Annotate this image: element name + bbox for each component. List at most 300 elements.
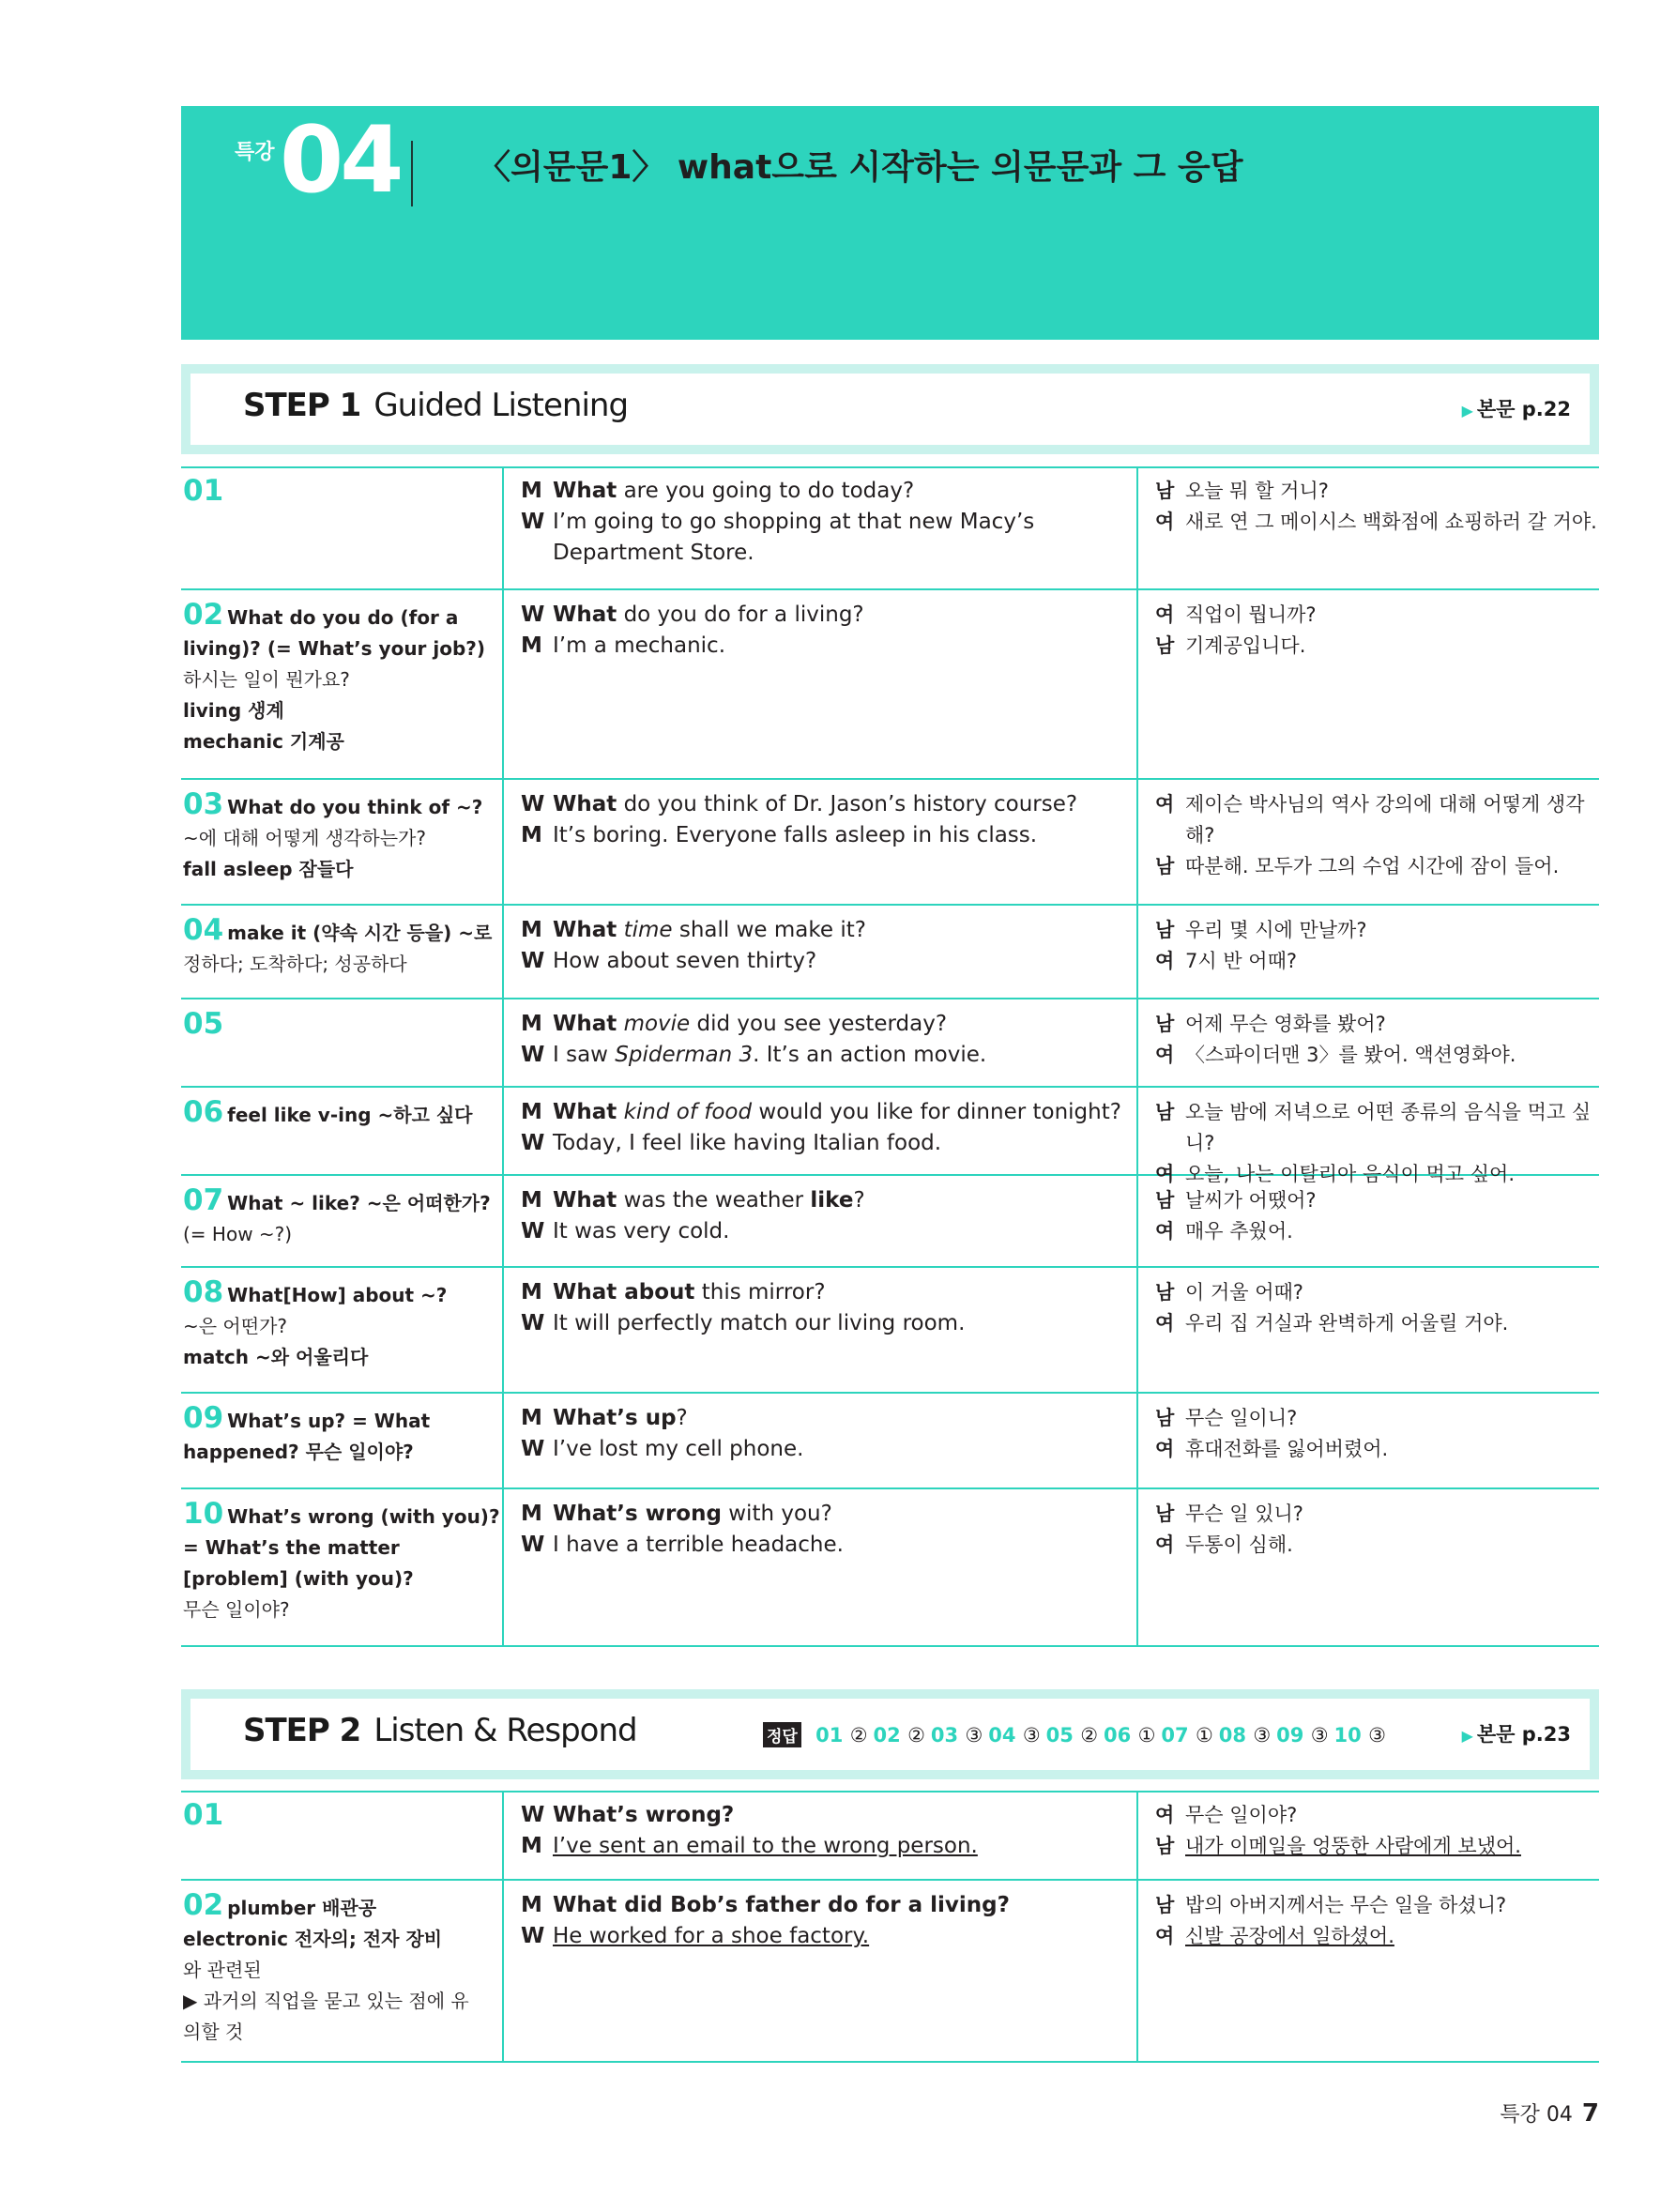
speaker-label: 여 xyxy=(1155,1044,1175,1066)
note-line: match ~와 어울리다 xyxy=(183,1346,369,1368)
item-number: 07 xyxy=(183,1183,224,1217)
speaker-label: 여 xyxy=(1155,950,1175,972)
dialogue-line xyxy=(521,1499,1121,1530)
dialogue-text: would you like for dinner tonight? xyxy=(752,1100,1121,1124)
dialogue-line xyxy=(521,1097,1121,1128)
translation-text: 내가 이메일을 엉뚱한 사람에게 보냈어. xyxy=(1185,1835,1521,1857)
dialogue-line xyxy=(521,946,1121,977)
english-dialogue xyxy=(521,1097,1121,1159)
table-row xyxy=(181,1394,1599,1489)
answer-value: ③ xyxy=(1253,1724,1272,1747)
answer-value: ① xyxy=(1137,1724,1156,1747)
translation-text: 우리 집 거실과 완벽하게 어울릴 거야. xyxy=(1185,1312,1509,1335)
item-number: 01 xyxy=(183,474,224,508)
dialogue-italic: Spiderman 3 xyxy=(615,1043,754,1067)
speaker-label: 남 xyxy=(1155,634,1175,657)
speaker-label: W xyxy=(521,1533,545,1557)
step1-table xyxy=(181,466,1599,1647)
dialogue-line xyxy=(521,507,1121,569)
speaker-label: M xyxy=(521,1012,542,1036)
item-number: 08 xyxy=(183,1275,224,1309)
table-row xyxy=(181,780,1599,906)
translation-line xyxy=(1155,1890,1600,1921)
arrow-right-icon: ▶ xyxy=(1461,402,1473,420)
step1-page-ref-text: 본문 p.22 xyxy=(1476,398,1571,420)
dialogue-line xyxy=(521,1434,1121,1465)
translation-text: 제이슨 박사님의 역사 강의에 대해 어떻게 생각해? xyxy=(1185,793,1585,847)
speaker-label: 남 xyxy=(1155,855,1175,877)
step1-label: STEP 1 xyxy=(243,387,361,424)
item-number: 10 xyxy=(183,1497,224,1531)
speaker-label: W xyxy=(521,1803,545,1827)
translation-line xyxy=(1155,631,1600,662)
speaker-label: W xyxy=(521,949,545,973)
chapter-label: 특강 xyxy=(235,141,275,164)
dialogue-text: How about seven thirty? xyxy=(553,949,817,973)
item-number: 02 xyxy=(183,1888,224,1922)
dialogue-line xyxy=(521,600,1121,631)
speaker-label: M xyxy=(521,1188,542,1213)
dialogue-keyword: What about xyxy=(553,1280,695,1304)
footer-label: 특강 04 xyxy=(1500,2103,1573,2127)
translation-text: 어제 무슨 영화를 봤어? xyxy=(1185,1013,1386,1035)
column-divider xyxy=(1136,1176,1138,1266)
speaker-label: 남 xyxy=(1155,480,1175,502)
translation-line xyxy=(1155,1499,1600,1530)
dialogue-line xyxy=(521,631,1121,662)
answer-number: 02 xyxy=(873,1724,908,1747)
answer-value: ① xyxy=(1195,1724,1213,1747)
chapter-title: 〈의문문1〉 what으로 시작하는 의문문과 그 응답 xyxy=(477,148,1243,187)
column-divider xyxy=(1136,1881,1138,2061)
note-line: What do you do (for a xyxy=(227,606,459,629)
speaker-label: 남 xyxy=(1155,1835,1175,1857)
korean-translation xyxy=(1155,1185,1600,1247)
step1-subtitle: Guided Listening xyxy=(373,387,629,424)
note-line: ▶ 과거의 직업을 묻고 있는 점에 유 xyxy=(183,1990,469,2012)
answer-item xyxy=(1276,1724,1328,1747)
column-divider xyxy=(502,780,504,904)
translation-line xyxy=(1155,946,1600,977)
answer-value: ② xyxy=(907,1724,925,1747)
dialogue-line xyxy=(521,789,1121,820)
note-line: happened? 무슨 일이야? xyxy=(183,1441,414,1463)
answer-key xyxy=(763,1722,1392,1747)
speaker-label: W xyxy=(521,1437,545,1461)
translation-line xyxy=(1155,1216,1600,1247)
translation-text: 두통이 심해. xyxy=(1185,1533,1293,1556)
step2-title xyxy=(243,1712,637,1749)
dialogue-italic: kind of food xyxy=(617,1100,753,1124)
note-line: 하시는 일이 뭔가요? xyxy=(183,668,350,691)
answer-number: 09 xyxy=(1276,1724,1311,1747)
column-divider xyxy=(1136,1268,1138,1392)
page-footer xyxy=(1500,2098,1599,2128)
answer-number: 03 xyxy=(930,1724,966,1747)
speaker-label: 남 xyxy=(1155,1013,1175,1035)
dialogue-line xyxy=(521,1890,1121,1921)
answer-number: 08 xyxy=(1218,1724,1254,1747)
translation-line xyxy=(1155,1097,1600,1159)
dialogue-line xyxy=(521,1308,1121,1339)
dialogue-keyword: What’s up xyxy=(553,1406,677,1430)
column-divider xyxy=(502,466,504,588)
answer-number: 10 xyxy=(1333,1724,1369,1747)
speaker-label: 남 xyxy=(1155,919,1175,941)
note-line: What’s wrong (with you)? xyxy=(227,1505,500,1528)
note-line: 의할 것 xyxy=(183,2021,244,2043)
table-row xyxy=(181,1881,1599,2063)
dialogue-line xyxy=(521,1921,1121,1952)
note-line: 무슨 일이야? xyxy=(183,1598,290,1621)
dialogue-text: do you do for a living? xyxy=(617,603,864,627)
answer-value: ③ xyxy=(1310,1724,1329,1747)
translation-line xyxy=(1155,1185,1600,1216)
item-note xyxy=(183,1499,502,1625)
note-line: electronic 전자의; 전자 장비 xyxy=(183,1928,443,1950)
dialogue-text: I’ve sent an email to the wrong person. xyxy=(553,1834,978,1858)
table-row xyxy=(181,906,1599,999)
dialogue-line xyxy=(521,820,1121,851)
dialogue-italic: movie xyxy=(617,1012,691,1036)
answer-item xyxy=(1161,1724,1212,1747)
translation-text: 〈스파이더맨 3〉를 봤어. 액션영화야. xyxy=(1185,1044,1516,1066)
dialogue-keyword: What xyxy=(553,918,617,942)
speaker-label: 남 xyxy=(1155,1101,1175,1123)
note-line: ~에 대해 어떻게 생각하는가? xyxy=(183,827,426,849)
table-row xyxy=(181,1176,1599,1268)
speaker-label: M xyxy=(521,1406,542,1430)
translation-line xyxy=(1155,1403,1600,1434)
translation-line xyxy=(1155,789,1600,851)
dialogue-italic: time xyxy=(617,918,673,942)
korean-translation xyxy=(1155,915,1600,977)
item-number: 02 xyxy=(183,598,224,632)
speaker-label: M xyxy=(521,1893,542,1917)
speaker-label: M xyxy=(521,479,542,503)
speaker-label: W xyxy=(521,603,545,627)
column-divider xyxy=(502,590,504,778)
korean-translation xyxy=(1155,1009,1600,1071)
column-divider xyxy=(502,1268,504,1392)
dialogue-line xyxy=(521,1530,1121,1561)
dialogue-text: . It’s an action movie. xyxy=(753,1043,987,1067)
note-line: (= How ~?) xyxy=(183,1223,293,1245)
dialogue-keyword: What xyxy=(553,1012,617,1036)
table-row xyxy=(181,1088,1599,1185)
english-dialogue xyxy=(521,1403,1121,1465)
english-dialogue xyxy=(521,1890,1121,1952)
item-number: 05 xyxy=(183,1007,224,1041)
item-number: 01 xyxy=(183,1798,224,1832)
column-divider xyxy=(1136,590,1138,778)
dialogue-line xyxy=(521,1216,1121,1247)
answer-value: ② xyxy=(849,1724,868,1747)
translation-text: 매우 추웠어. xyxy=(1185,1220,1293,1243)
answer-tag: 정답 xyxy=(763,1722,801,1747)
item-note xyxy=(183,915,502,980)
speaker-label: 남 xyxy=(1155,1407,1175,1429)
speaker-label: M xyxy=(521,1100,542,1124)
dialogue-line xyxy=(521,1128,1121,1159)
answer-item xyxy=(1104,1724,1155,1747)
item-note xyxy=(183,476,502,510)
speaker-label: M xyxy=(521,1280,542,1304)
speaker-label: 여 xyxy=(1155,1925,1175,1947)
dialogue-text: do you think of Dr. Jason’s history course? xyxy=(617,792,1078,816)
column-divider xyxy=(1136,466,1138,588)
dialogue-text: ? xyxy=(676,1406,688,1430)
translation-line xyxy=(1155,851,1600,882)
speaker-label: 여 xyxy=(1155,1533,1175,1556)
answer-number: 05 xyxy=(1045,1724,1081,1747)
speaker-label: 남 xyxy=(1155,1189,1175,1212)
page-number: 7 xyxy=(1581,2099,1599,2128)
speaker-label: M xyxy=(521,633,542,658)
item-note xyxy=(183,789,502,885)
speaker-label: W xyxy=(521,1924,545,1948)
dialogue-line xyxy=(521,1403,1121,1434)
column-divider xyxy=(1136,1791,1138,1879)
column-divider xyxy=(1136,1088,1138,1174)
speaker-label: M xyxy=(521,918,542,942)
translation-text: 새로 연 그 메이시스 백화점에 쇼핑하러 갈 거야. xyxy=(1185,511,1597,533)
column-divider xyxy=(502,1791,504,1879)
step2-table xyxy=(181,1791,1599,2063)
korean-translation xyxy=(1155,1403,1600,1465)
dialogue-text: did you see yesterday? xyxy=(690,1012,948,1036)
translation-line xyxy=(1155,1009,1600,1040)
speaker-label: 남 xyxy=(1155,1281,1175,1304)
translation-line xyxy=(1155,476,1600,507)
speaker-label: M xyxy=(521,1834,542,1858)
item-note xyxy=(183,1277,502,1373)
dialogue-line xyxy=(521,915,1121,946)
item-number: 06 xyxy=(183,1095,224,1129)
step2-header xyxy=(181,1689,1599,1779)
dialogue-keyword: What xyxy=(553,1100,617,1124)
translation-text: 직업이 뭡니까? xyxy=(1185,603,1317,626)
note-line: fall asleep 잠들다 xyxy=(183,858,354,880)
note-line: make it (약속 시간 등을) ~로 xyxy=(227,922,493,944)
translation-line xyxy=(1155,600,1600,631)
speaker-label: 여 xyxy=(1155,1312,1175,1335)
note-line: living 생계 xyxy=(183,699,284,722)
dialogue-line xyxy=(521,476,1121,507)
column-divider xyxy=(502,1176,504,1266)
speaker-label: 여 xyxy=(1155,511,1175,533)
dialogue-text: What’s wrong? xyxy=(553,1803,735,1827)
translation-line xyxy=(1155,1277,1600,1308)
table-row xyxy=(181,1791,1599,1881)
item-note xyxy=(183,1185,502,1250)
dialogue-keyword: What xyxy=(553,792,617,816)
column-divider xyxy=(502,906,504,998)
speaker-label: W xyxy=(521,1219,545,1243)
note-line: = What’s the matter xyxy=(183,1536,400,1559)
note-line: plumber 배관공 xyxy=(227,1897,377,1919)
table-row xyxy=(181,1268,1599,1394)
note-line: What’s up? = What xyxy=(227,1410,431,1432)
arrow-right-icon: ▶ xyxy=(1461,1727,1473,1745)
column-divider xyxy=(1136,1489,1138,1645)
dialogue-text: ? xyxy=(853,1188,865,1213)
translation-line xyxy=(1155,1040,1600,1071)
dialogue-text: Today, I feel like having Italian food. xyxy=(553,1131,942,1155)
speaker-label: 여 xyxy=(1155,1804,1175,1826)
dialogue-text: shall we make it? xyxy=(672,918,866,942)
english-dialogue xyxy=(521,1185,1121,1247)
answer-item xyxy=(1334,1724,1386,1747)
speaker-label: W xyxy=(521,510,545,534)
item-number: 04 xyxy=(183,913,224,947)
column-divider xyxy=(502,999,504,1086)
translation-line xyxy=(1155,507,1600,538)
korean-translation xyxy=(1155,1890,1600,1952)
answer-item xyxy=(815,1724,867,1747)
dialogue-text: with you? xyxy=(721,1502,832,1526)
step1-header xyxy=(181,364,1599,454)
speaker-label: 여 xyxy=(1155,1163,1175,1185)
speaker-label: 여 xyxy=(1155,1438,1175,1460)
column-divider xyxy=(1136,906,1138,998)
speaker-label: W xyxy=(521,1131,545,1155)
translation-line xyxy=(1155,1308,1600,1339)
speaker-label: M xyxy=(521,1502,542,1526)
translation-line xyxy=(1155,1921,1600,1952)
divider xyxy=(411,141,413,206)
speaker-label: W xyxy=(521,1043,545,1067)
translation-text: 이 거울 어때? xyxy=(1185,1281,1303,1304)
note-line: What ~ like? ~은 어떠한가? xyxy=(227,1192,491,1214)
translation-text: 오늘, 나는 이탈리아 음식이 먹고 싶어. xyxy=(1185,1163,1516,1185)
note-line: mechanic 기계공 xyxy=(183,730,344,753)
item-note xyxy=(183,1009,502,1043)
dialogue-text: I’m going to go shopping at that new Macy’s Department Store. xyxy=(553,510,1035,565)
item-number: 03 xyxy=(183,787,224,821)
dialogue-text: What did Bob’s father do for a living? xyxy=(553,1893,1010,1917)
translation-text: 밥의 아버지께서는 무슨 일을 하셨니? xyxy=(1185,1894,1507,1916)
item-note xyxy=(183,1800,502,1834)
column-divider xyxy=(1136,999,1138,1086)
answer-number: 07 xyxy=(1161,1724,1196,1747)
english-dialogue xyxy=(521,915,1121,977)
answer-item xyxy=(1046,1724,1098,1747)
dialogue-line xyxy=(521,1040,1121,1071)
dialogue-keyword: What xyxy=(553,479,617,503)
dialogue-line xyxy=(521,1185,1121,1216)
speaker-label: 남 xyxy=(1155,1503,1175,1525)
english-dialogue xyxy=(521,476,1121,569)
step2-page-ref-text: 본문 p.23 xyxy=(1476,1723,1571,1746)
speaker-label: 여 xyxy=(1155,793,1175,816)
dialogue-keyword: What xyxy=(553,1188,617,1213)
translation-text: 오늘 뭐 할 거니? xyxy=(1185,480,1329,502)
dialogue-text: are you going to do today? xyxy=(617,479,915,503)
table-row xyxy=(181,1489,1599,1647)
dialogue-text: this mirror? xyxy=(694,1280,826,1304)
item-note xyxy=(183,1097,502,1131)
speaker-label: 남 xyxy=(1155,1894,1175,1916)
step2-page-ref xyxy=(1462,1719,1571,1747)
dialogue-text: He worked for a shoe factory. xyxy=(553,1924,870,1948)
dialogue-keyword: like xyxy=(810,1188,854,1213)
dialogue-line xyxy=(521,1009,1121,1040)
korean-translation xyxy=(1155,476,1600,538)
dialogue-text: I’m a mechanic. xyxy=(553,633,726,658)
translation-line xyxy=(1155,1800,1600,1831)
step2-label: STEP 2 xyxy=(243,1712,361,1749)
note-line: 와 관련된 xyxy=(183,1959,262,1981)
dialogue-text: I saw xyxy=(553,1043,616,1067)
translation-text: 무슨 일이니? xyxy=(1185,1407,1298,1429)
answer-value: ② xyxy=(1080,1724,1099,1747)
translation-text: 기계공입니다. xyxy=(1185,634,1306,657)
note-line: feel like v-ing ~하고 싶다 xyxy=(227,1104,473,1126)
speaker-label: W xyxy=(521,1311,545,1335)
dialogue-text: I’ve lost my cell phone. xyxy=(553,1437,804,1461)
note-line: 정하다; 도착하다; 성공하다 xyxy=(183,953,407,975)
column-divider xyxy=(502,1394,504,1487)
item-number: 09 xyxy=(183,1401,224,1435)
item-note xyxy=(183,1890,502,2048)
column-divider xyxy=(1136,780,1138,904)
translation-line xyxy=(1155,1530,1600,1561)
korean-translation xyxy=(1155,1277,1600,1339)
speaker-label: M xyxy=(521,823,542,847)
speaker-label: 여 xyxy=(1155,603,1175,626)
speaker-label: W xyxy=(521,792,545,816)
english-dialogue xyxy=(521,789,1121,851)
step1-title xyxy=(243,387,628,424)
step2-subtitle: Listen & Respond xyxy=(373,1712,637,1749)
answer-item xyxy=(931,1724,983,1747)
table-row xyxy=(181,590,1599,780)
note-line: What[How] about ~? xyxy=(227,1284,448,1306)
table-row xyxy=(181,999,1599,1088)
answer-number: 04 xyxy=(988,1724,1023,1747)
answer-item xyxy=(874,1724,925,1747)
translation-text: 휴대전화를 잃어버렸어. xyxy=(1185,1438,1389,1460)
dialogue-text: It will perfectly match our living room. xyxy=(553,1311,966,1335)
translation-line xyxy=(1155,915,1600,946)
translation-line xyxy=(1155,1434,1600,1465)
dialogue-text: It was very cold. xyxy=(553,1219,730,1243)
translation-text: 따분해. 모두가 그의 수업 시간에 잠이 들어. xyxy=(1185,855,1560,877)
speaker-label: 여 xyxy=(1155,1220,1175,1243)
korean-translation xyxy=(1155,1800,1600,1862)
note-line: What do you think of ~? xyxy=(227,796,483,818)
english-dialogue xyxy=(521,1277,1121,1339)
answer-item xyxy=(988,1724,1040,1747)
answer-value: ③ xyxy=(965,1724,983,1747)
dialogue-line xyxy=(521,1277,1121,1308)
column-divider xyxy=(1136,1394,1138,1487)
answer-number: 01 xyxy=(815,1724,850,1747)
answer-value: ③ xyxy=(1368,1724,1386,1747)
dialogue-line xyxy=(521,1800,1121,1831)
english-dialogue xyxy=(521,600,1121,662)
translation-text: 신발 공장에서 일하셨어. xyxy=(1185,1925,1394,1947)
note-line: living)? (= What’s your job?) xyxy=(183,637,486,660)
chapter-number: 04 xyxy=(280,107,401,214)
answer-number: 06 xyxy=(1104,1724,1138,1747)
dialogue-text: I have a terrible headache. xyxy=(553,1533,844,1557)
translation-text: 무슨 일이야? xyxy=(1185,1804,1298,1826)
english-dialogue xyxy=(521,1009,1121,1071)
item-note xyxy=(183,1403,502,1468)
answer-value: ③ xyxy=(1022,1724,1041,1747)
